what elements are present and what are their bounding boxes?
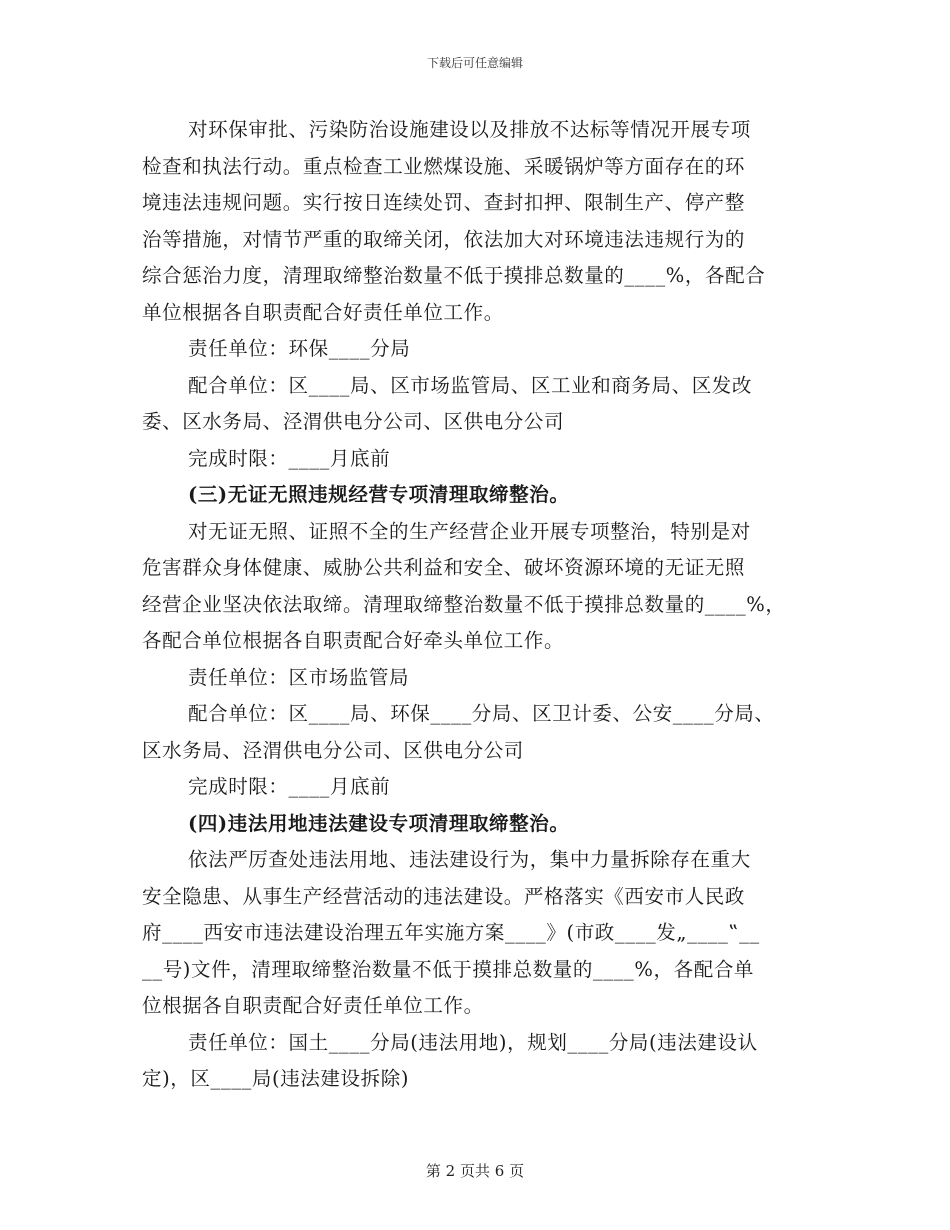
text-line: 依法严厉查处违法用地、违法建设行为，集中力量拆除存在重大 (188, 848, 751, 871)
text-line: 责任单位：环保____分局 (188, 337, 411, 360)
text-line: 检查和执法行动。重点检查工业燃煤设施、采暖锅炉等方面存在的环 (142, 154, 746, 178)
text-line: 委、区水务局、泾渭供电分公司、区供电分公司 (142, 410, 565, 433)
section-heading: (四)违法用地违法建设专项清理取缔整治。 (188, 811, 570, 835)
text-line: 安全隐患、从事生产经营活动的违法建设。严格落实《西安市人民政 (142, 884, 746, 908)
text-line: 责任单位：国土____分局(违法用地)，规划____分局(违法建设认 (188, 1030, 758, 1054)
text-line: __号)文件，清理取缔整治数量不低于摸排总数量的____%，各配合单 (142, 957, 755, 981)
text-line: 各配合单位根据各自职责配合好牵头单位工作。 (142, 629, 565, 652)
page-footer: 第 2 页共 6 页 (425, 1162, 525, 1180)
text-line: 配合单位：区____局、环保____分局、区卫计委、公安____分局、 (188, 702, 775, 725)
text-line: 完成时限：____月底前 (188, 446, 391, 470)
text-line: 府____西安市违法建设治理五年实施方案____》(市政____发„____‟__ (142, 921, 760, 944)
page-header: 下载后可任意编辑 (426, 56, 523, 70)
text-line: 危害群众身体健康、威胁公共利益和安全、破坏资源环境的无证无照 (142, 556, 746, 579)
text-line: 单位根据各自职责配合好责任单位工作。 (142, 300, 504, 324)
text-line: 综合惩治力度，清理取缔整治数量不低于摸排总数量的____%，各配合 (142, 264, 766, 287)
text-line: 经营企业坚决依法取缔。清理取缔整治数量不低于摸排总数量的____%， (142, 592, 786, 616)
document-body (142, 112, 822, 1098)
text-line: 定)，区____局(违法建设拆除) (142, 1067, 410, 1090)
text-line: 对无证无照、证照不全的生产经营企业开展专项整治，特别是对 (188, 519, 751, 543)
text-line: 境违法违规问题。实行按日连续处罚、查封扣押、限制生产、停产整 (142, 191, 746, 214)
text-line: 完成时限：____月底前 (188, 775, 391, 798)
text-line: 位根据各自职责配合好责任单位工作。 (142, 994, 484, 1017)
text-line: 配合单位：区____局、区市场监管局、区工业和商务局、区发改 (188, 373, 753, 397)
section-heading: (三)无证无照违规经营专项清理取缔整治。 (188, 483, 570, 506)
text-line: 区水务局、泾渭供电分公司、区供电分公司 (142, 738, 524, 762)
text-line: 治等措施，对情节严重的取缔关闭，依法加大对环境违法违规行为的 (142, 227, 746, 251)
text-line: 对环保审批、污染防治设施建设以及排放不达标等情况开展专项 (188, 118, 751, 141)
text-line: 责任单位：区市场监管局 (188, 665, 410, 689)
